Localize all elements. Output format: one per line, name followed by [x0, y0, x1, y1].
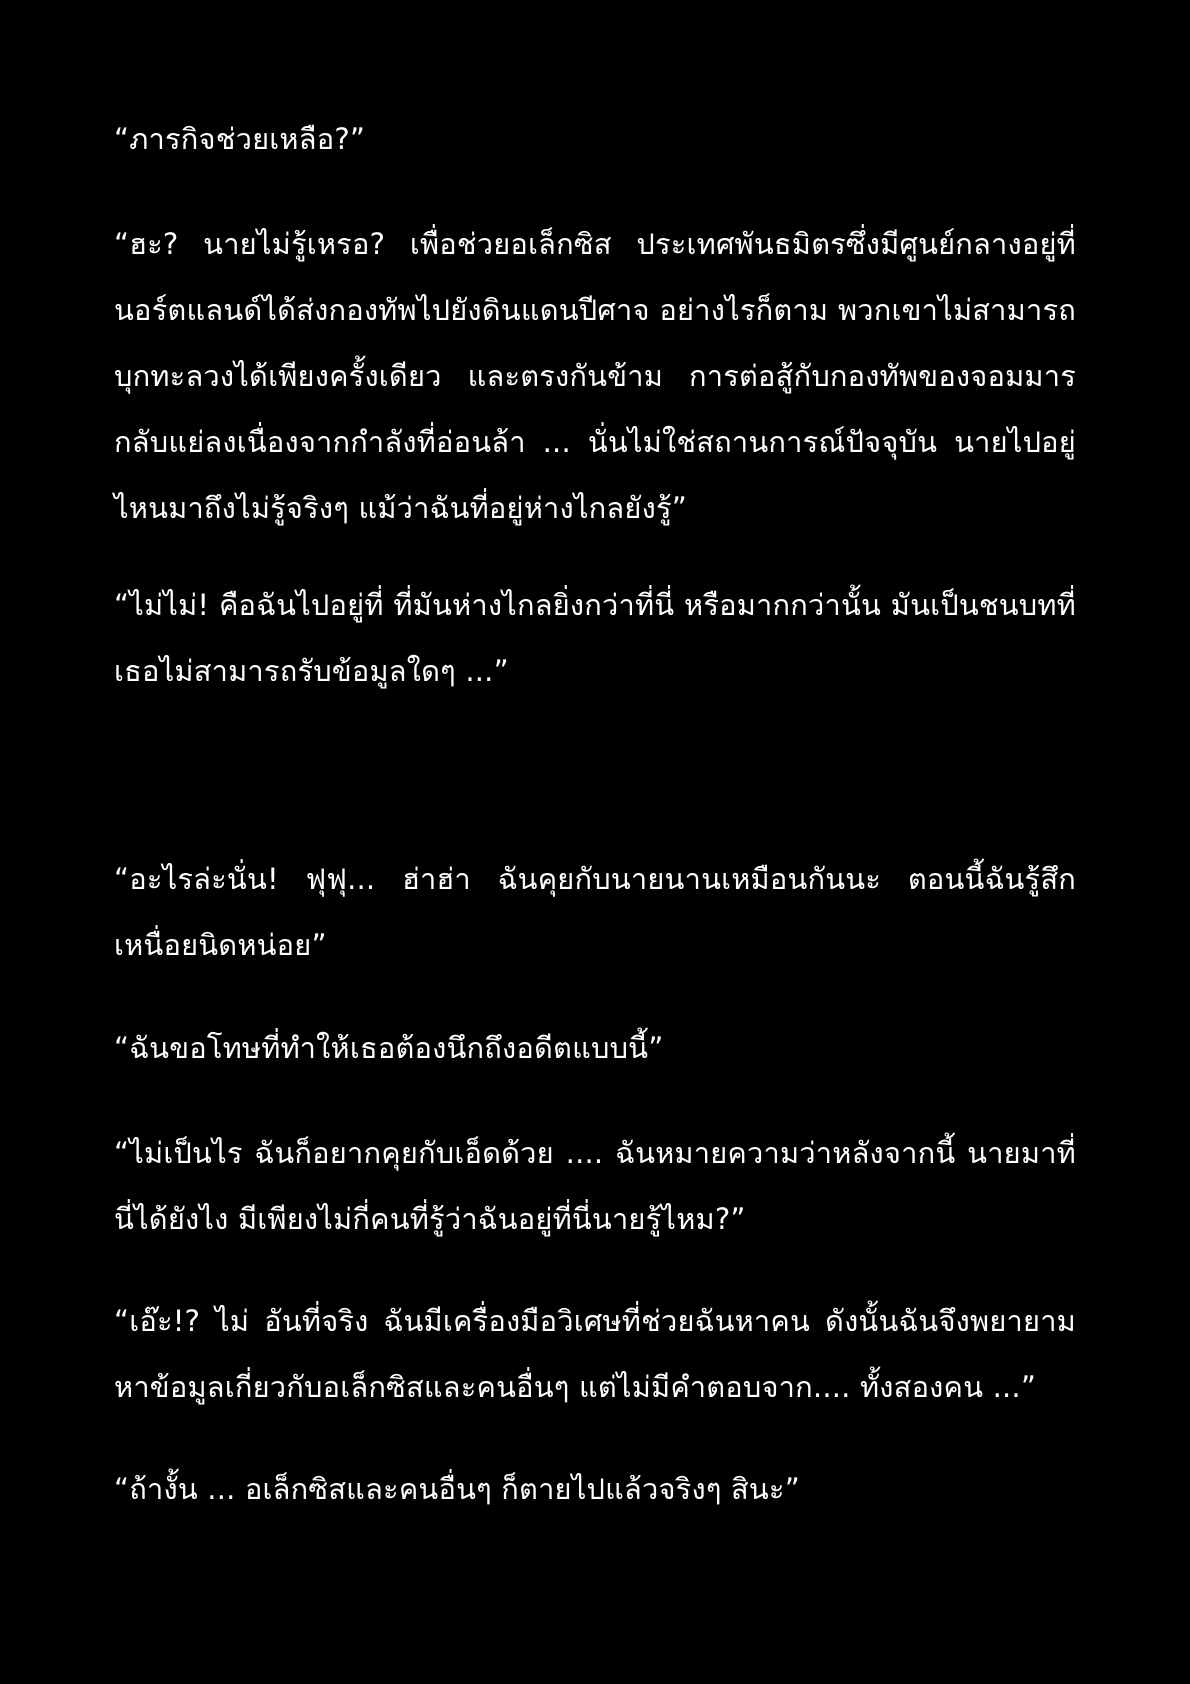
dialogue-paragraph: “ถ้างั้น ... อเล็กซิสและคนอื่นๆ ก็ตายไปแล้วจริงๆ สินะ”: [114, 1472, 800, 1506]
dialogue-paragraph: “ไม่เป็นไร ฉันก็อยากคุยกับเอ็ดด้วย .... ฉันหมายความว่าหลังจากนี้ นายมาที่นี่ได้ยังไง มีเพียงไม่กี่คนที่รู้ว่าฉันอยู่ที่นี่นายรู้ไหม?”: [114, 1136, 1076, 1236]
dialogue-paragraph: “ฮะ? นายไม่รู้เหรอ? เพื่อช่วยอเล็กซิส ประเทศพันธมิตรซึ่งมีศูนย์กลางอยู่ที่นอร์ตแลนด์ได้ส่งกองทัพไปยังดินแดนปีศาจ อย่างไรก็ตาม พวกเขาไม่สามารถบุกทะลวงได้เพียงครั้งเดียว และตรงกันข้าม การต่อสู้กับกองทัพของจอมมาร กลับแย่ลงเนื่องจากกำลังที่อ่อนล้า ... นั่นไม่ใช่สถานการณ์ปัจจุบัน นายไปอยู่ไหนมาถึงไม่รู้จริงๆ แม้ว่าฉันที่อยู่ห่างไกลยังรู้”: [114, 227, 1076, 525]
dialogue-paragraph: “เอ๊ะ!? ไม่ อันที่จริง ฉันมีเครื่องมือวิเศษที่ช่วยฉันหาคน ดังนั้นฉันจึงพยายามหาข้อมูลเกี่ยวกับอเล็กซิสและคนอื่นๆ แต่ไม่มีคำตอบจาก.... ทั้งสองคน ...”: [114, 1304, 1076, 1404]
dialogue-paragraph: “ฉันขอโทษที่ทำให้เธอต้องนึกถึงอดีตแบบนี้”: [114, 1031, 664, 1065]
dialogue-paragraph: “ไม่ไม่! คือฉันไปอยู่ที่ ที่มันห่างไกลยิ่งกว่าที่นี่ หรือมากกว่านั้น มันเป็นชนบทที่เธอไม่สามารถรับข้อมูลใดๆ ...”: [114, 588, 1076, 688]
dialogue-paragraph: “อะไรล่ะนั่น! ฟุฟุ... ฮ่าฮ่า ฉันคุยกับนายนานเหมือนกันนะ ตอนนี้ฉันรู้สึกเหนื่อยนิดหน่อย”: [114, 862, 1076, 962]
dialogue-paragraph: “ภารกิจช่วยเหลือ?”: [114, 122, 366, 156]
